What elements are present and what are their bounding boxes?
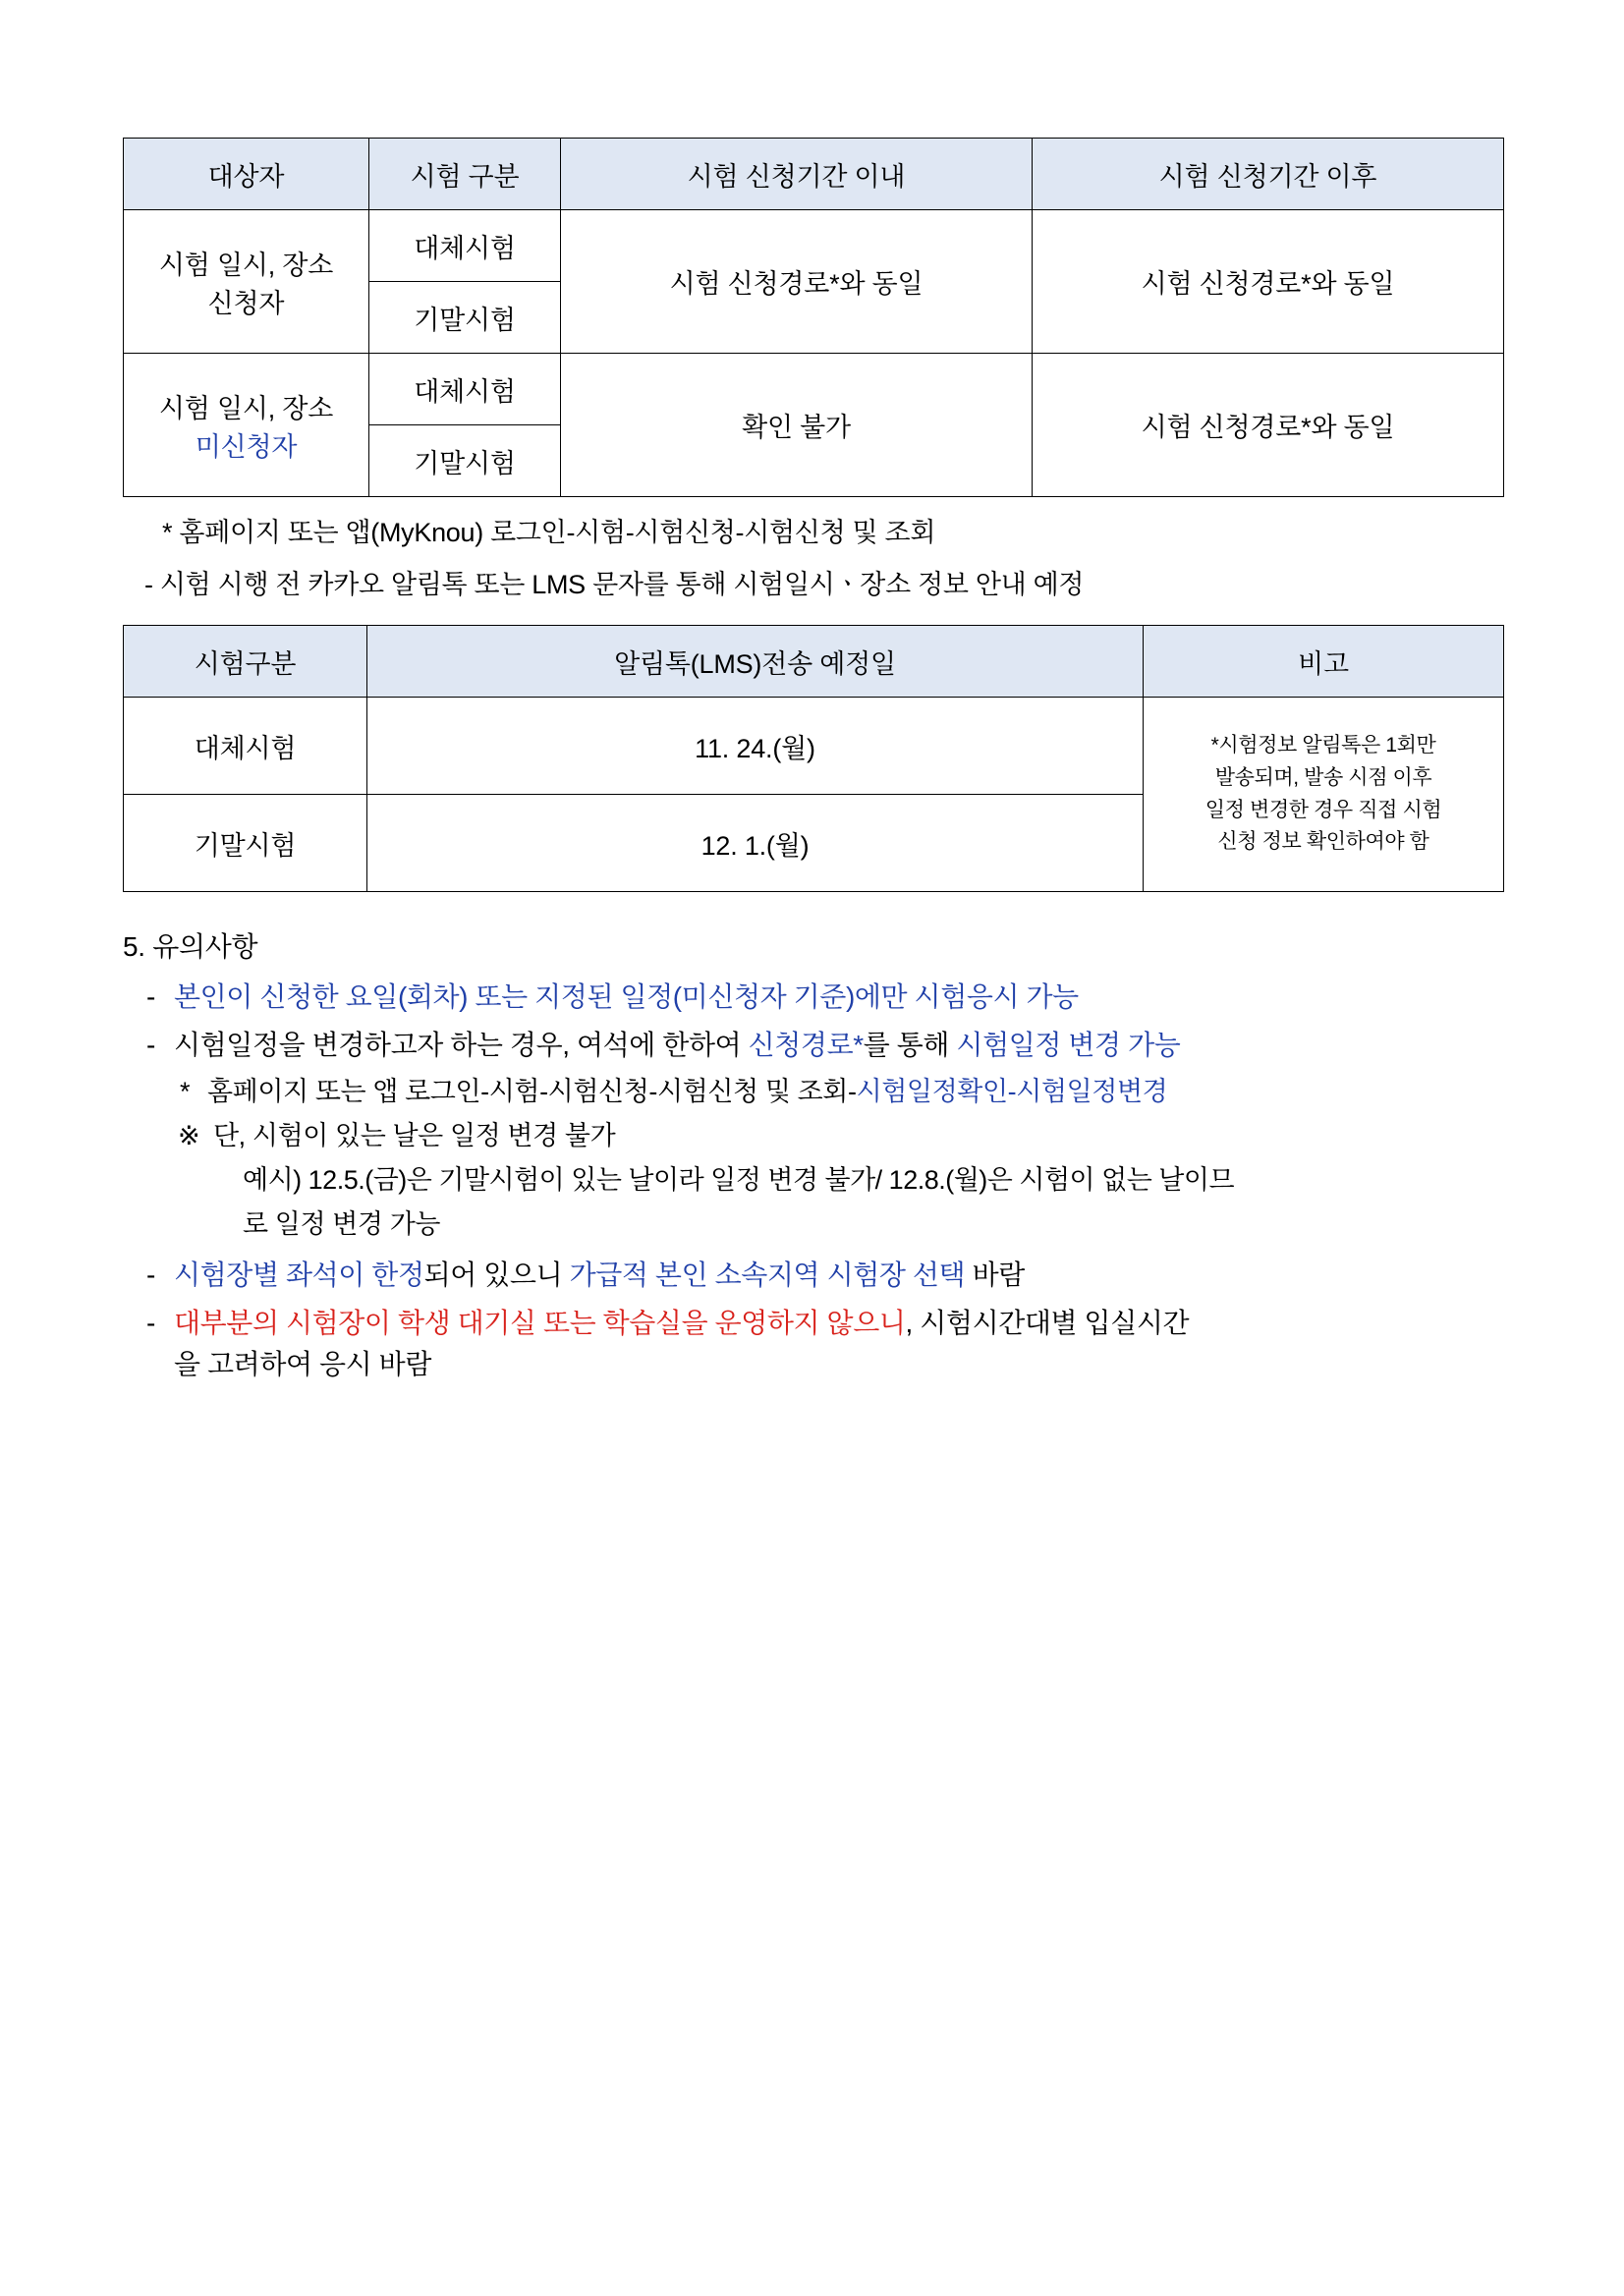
table1-header-within: 시험 신청기간 이내: [561, 139, 1033, 210]
target-line-2: 미신청자: [195, 431, 298, 462]
example-text-1: 예시) 12.5.(금)은 기말시험이 있는 날이라 일정 변경 불가/ 12.8.(월)은 시험이 없는 날이므: [243, 1165, 1235, 1196]
precaution-2-example-line-1: [123, 1160, 1516, 1201]
table2-remark-cell: [1144, 698, 1504, 892]
table1-after-applicant: 시험 신청경로*와 동일: [1033, 210, 1504, 354]
precaution-item-1: [123, 977, 1516, 1019]
reference-mark-icon: ※: [178, 1121, 200, 1151]
remark-line-2: 발송되며, 발송 시점 이후: [1214, 765, 1432, 789]
exam-info-check-table: [123, 138, 1504, 497]
table1-within-nonapplicant: 확인 불가: [561, 354, 1033, 497]
precaution-2-subnote: [123, 1072, 1516, 1112]
table-row: [124, 354, 1504, 425]
table1-type-final-2: 기말시험: [369, 425, 561, 497]
table2-header-type: 시험구분: [124, 626, 367, 698]
table1-target-nonapplicant: [124, 354, 369, 497]
precaution-2-change-possible: 시험일정 변경 가능: [956, 1029, 1181, 1060]
table1-target-applicant: [124, 210, 369, 354]
precaution-2-example-line-2: [123, 1204, 1516, 1245]
precaution-3-part1: 시험장별 좌석이 한정: [174, 1260, 424, 1291]
dash-marker: -: [146, 981, 155, 1012]
table2-header-row: [124, 626, 1504, 698]
asterisk-marker: *: [180, 1077, 191, 1107]
table1-header-type: 시험 구분: [369, 139, 561, 210]
table2-header-date: 알림톡(LMS)전송 예정일: [367, 626, 1144, 698]
table1-header-target: 대상자: [124, 139, 369, 210]
precaution-4-line2: 을 고려하여 응시 바람: [174, 1349, 431, 1380]
precaution-1-text: 본인이 신청한 요일(회차) 또는 지정된 일정(미신청자 기준)에만 시험응시 가능: [174, 981, 1079, 1012]
target-line-1: 시험 일시, 장소: [158, 250, 334, 280]
precaution-4-part2: , 시험시간대별 입실시간: [905, 1307, 1190, 1338]
target-line-2: 신청자: [207, 288, 285, 318]
precaution-item-4: [123, 1303, 1516, 1386]
table1-type-substitute-2: 대체시험: [369, 354, 561, 425]
table-row: [124, 210, 1504, 282]
precaution-item-3: [123, 1255, 1516, 1297]
table1-after-nonapplicant: 시험 신청경로*와 동일: [1033, 354, 1504, 497]
dash-marker: -: [146, 1029, 155, 1060]
precaution-2-part3: 를 통해: [863, 1029, 957, 1060]
table1-header-after: 시험 신청기간 이후: [1033, 139, 1504, 210]
note-kakao-lms: - 시험 시행 전 카카오 알림톡 또는 LMS 문자를 통해 시험일시ㆍ장소 정보 안내 예정: [144, 570, 1085, 599]
section-title: 5. 유의사항: [123, 931, 258, 962]
caution-text: 단, 시험이 있는 날은 일정 변경 불가: [213, 1121, 616, 1151]
remark-line-1: *시험정보 알림톡은 1회만: [1210, 734, 1436, 757]
example-text-2: 로 일정 변경 가능: [243, 1209, 441, 1240]
dash-marker: -: [146, 1307, 155, 1338]
table2-type-substitute: 대체시험: [124, 698, 367, 795]
notification-schedule-table: [123, 625, 1504, 892]
dash-marker: -: [146, 1260, 155, 1291]
target-line-1: 시험 일시, 장소: [158, 393, 334, 423]
table2-header-remark: 비고: [1144, 626, 1504, 698]
table1-type-final: 기말시험: [369, 282, 561, 354]
table2-date-substitute: 11. 24.(월): [367, 698, 1144, 795]
table1-header-row: [124, 139, 1504, 210]
table1-type-substitute: 대체시험: [369, 210, 561, 282]
section-precautions: [123, 925, 1516, 1386]
precaution-2-apply-path: 신청경로*: [748, 1029, 864, 1060]
remark-line-4: 신청 정보 확인하여야 함: [1217, 830, 1429, 854]
precaution-2-part1: 시험일정을 변경하고자 하는 경우, 여석에 한하여: [174, 1029, 749, 1060]
table2-type-final: 기말시험: [124, 795, 367, 892]
precaution-3-part3: 가급적 본인 소속지역 시험장 선택: [569, 1260, 966, 1291]
subnote-path-blue: 시험일정확인-시험일정변경: [856, 1077, 1168, 1107]
subnote-path-black: 홈페이지 또는 앱 로그인-시험-시험신청-시험신청 및 조회-: [207, 1077, 857, 1107]
precaution-3-part4: 바람: [965, 1260, 1025, 1291]
remark-line-3: 일정 변경한 경우 직접 시험: [1204, 798, 1442, 821]
precaution-item-2: [123, 1025, 1516, 1067]
precaution-4-part1: 대부분의 시험장이 학생 대기실 또는 학습실을 운영하지 않으니: [174, 1307, 906, 1338]
table-row: [124, 698, 1504, 795]
table1-within-applicant: 시험 신청경로*와 동일: [561, 210, 1033, 354]
note-login-path: * 홈페이지 또는 앱(MyKnou) 로그인-시험-시험신청-시험신청 및 조회: [162, 518, 936, 547]
precaution-3-part2: 되어 있으니: [423, 1260, 570, 1291]
precaution-2-caution: [123, 1116, 1516, 1156]
table2-date-final: 12. 1.(월): [367, 795, 1144, 892]
